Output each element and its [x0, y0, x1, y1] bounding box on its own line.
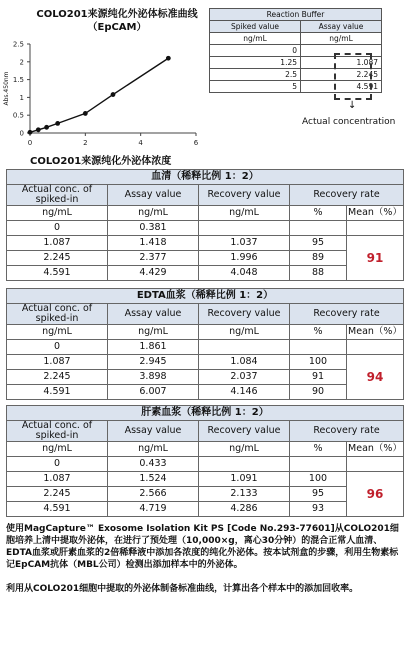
recovery-table — [6, 420, 404, 517]
assay-cell: 2.945 — [108, 355, 199, 370]
assay-cell: 1.087 — [301, 57, 382, 69]
y-tick-label: 1.5 — [12, 76, 24, 85]
spiked-cell: 0 — [210, 45, 301, 57]
conc-cell: 0 — [7, 221, 108, 236]
conc-cell: 4.591 — [7, 266, 108, 281]
y-tick-label: 2 — [19, 58, 24, 67]
rate-cell: 88 — [290, 266, 347, 281]
recovery-value-header: Recovery value — [199, 421, 290, 442]
unit-cell: ng/mL — [108, 442, 199, 457]
chart-title-block — [22, 8, 212, 34]
rate-cell — [290, 340, 347, 355]
assay-cell: 0.433 — [108, 457, 199, 472]
rate-cell: 91 — [290, 370, 347, 385]
data-point — [28, 130, 33, 135]
recovery-cell: 1.996 — [199, 251, 290, 266]
assay-cell: 1.524 — [108, 472, 199, 487]
recovery-cell — [199, 221, 290, 236]
down-arrow-icon: ↓ — [348, 100, 357, 111]
rate-cell: 100 — [290, 355, 347, 370]
recovery-cell: 4.048 — [199, 266, 290, 281]
recovery-cell: 1.084 — [199, 355, 290, 370]
y-tick-label: 2.5 — [12, 40, 24, 49]
recovery-cell: 4.286 — [199, 502, 290, 517]
conc-cell: 1.087 — [7, 236, 108, 251]
conc-cell: 2.245 — [7, 251, 108, 266]
spiked-cell: 2.5 — [210, 69, 301, 81]
highlight-box — [334, 53, 372, 100]
standard-curve-line — [30, 58, 168, 132]
assay-value-header: Assay value — [301, 21, 382, 33]
spiked-cell: 5 — [210, 81, 301, 93]
chart-subtitle: （EpCAM） — [87, 22, 147, 33]
mean-header: Mean（%） — [347, 325, 404, 340]
mean-value: 96 — [347, 472, 404, 517]
rate-cell — [290, 457, 347, 472]
recovery-table — [6, 303, 404, 400]
rate-cell: 90 — [290, 385, 347, 400]
assay-unit: ng/mL — [301, 33, 382, 45]
recovery-cell: 4.146 — [199, 385, 290, 400]
mean-blank — [347, 221, 404, 236]
unit-cell: ng/mL — [7, 325, 108, 340]
method-description: 使用MagCapture™ Exosome Isolation Kit PS [Code No.293-77601]从COLO201细胞培养上清中提取外泌体，在进行了预处理（10,000×g，离心30分钟）的混合正常人血清、EDTA血浆或肝素血浆的2倍稀释液中添加各浓度的纯化外泌体。按本试剂盒的步骤，利用生物素标记EpCAM抗体（MBL公司）检测出添加样本中的外泌体。 — [6, 524, 399, 570]
y-tick-label: 0 — [19, 129, 24, 138]
chart-title: COLO201来源纯化外泌体标准曲线 — [36, 9, 198, 20]
mean-value: 91 — [347, 236, 404, 281]
recovery-rate-header: Recovery rate — [290, 421, 404, 442]
assay-value-header: Assay value — [108, 185, 199, 206]
recovery-rate-header: Recovery rate — [290, 185, 404, 206]
mean-header: Mean（%） — [347, 442, 404, 457]
mean-value: 94 — [347, 355, 404, 400]
table-title: EDTA血浆（稀释比例 1：2） — [6, 288, 404, 303]
method-note: 利用从COLO201细胞中提取的外泌体制备标准曲线，计算出各个样本中的添加回收率。 — [6, 584, 359, 594]
actual-conc-header: Actual conc. of spiked-in — [7, 421, 108, 442]
conc-cell: 0 — [7, 340, 108, 355]
x-tick-label: 2 — [83, 139, 88, 147]
heparin-plasma-section — [6, 405, 404, 517]
x-axis-label: COLO201来源纯化外泌体浓度 — [30, 156, 172, 167]
unit-cell: ng/mL — [108, 206, 199, 221]
spiked-unit: ng/mL — [210, 33, 301, 45]
actual-concentration-label: Actual concentration — [302, 117, 396, 127]
data-point — [36, 127, 41, 132]
rate-cell: 93 — [290, 502, 347, 517]
percent-cell: % — [290, 206, 347, 221]
table-title: 血清（稀释比例 1：2） — [6, 169, 404, 184]
x-tick-label: 4 — [138, 139, 143, 147]
serum-section — [6, 169, 404, 281]
assay-cell: 4.429 — [108, 266, 199, 281]
mean-blank — [347, 340, 404, 355]
unit-cell: ng/mL — [7, 442, 108, 457]
assay-cell: 4.719 — [108, 502, 199, 517]
conc-cell: 4.591 — [7, 502, 108, 517]
recovery-rate-header: Recovery rate — [290, 304, 404, 325]
unit-cell: ng/mL — [108, 325, 199, 340]
recovery-cell: 2.133 — [199, 487, 290, 502]
assay-value-header: Assay value — [108, 421, 199, 442]
recovery-cell: 2.037 — [199, 370, 290, 385]
buffer-table-title: Reaction Buffer — [210, 9, 382, 21]
mean-header: Mean（%） — [347, 206, 404, 221]
recovery-cell: 1.037 — [199, 236, 290, 251]
data-point — [55, 121, 60, 126]
conc-cell: 1.087 — [7, 355, 108, 370]
assay-cell: 2.566 — [108, 487, 199, 502]
percent-cell: % — [290, 325, 347, 340]
data-point — [83, 111, 88, 116]
data-point — [166, 56, 171, 61]
actual-conc-header: Actual conc. of spiked-in — [7, 304, 108, 325]
assay-cell: 2.377 — [108, 251, 199, 266]
rate-cell: 100 — [290, 472, 347, 487]
mean-blank — [347, 457, 404, 472]
y-tick-label: 0.5 — [12, 111, 24, 120]
assay-value-header: Assay value — [108, 304, 199, 325]
y-axis-label: Abs.450nm — [3, 71, 10, 106]
standard-curve-chart — [0, 36, 205, 152]
rate-cell: 95 — [290, 236, 347, 251]
recovery-cell: 1.091 — [199, 472, 290, 487]
recovery-table — [6, 184, 404, 281]
percent-cell: % — [290, 442, 347, 457]
y-tick-label: 1 — [19, 93, 24, 102]
conc-cell: 2.245 — [7, 370, 108, 385]
assay-cell: 1.418 — [108, 236, 199, 251]
assay-cell: 2.245 — [301, 69, 382, 81]
spiked-cell: 1.25 — [210, 57, 301, 69]
unit-cell: ng/mL — [7, 206, 108, 221]
assay-cell: 0.381 — [108, 221, 199, 236]
assay-cell: 6.007 — [108, 385, 199, 400]
rate-cell: 89 — [290, 251, 347, 266]
x-tick-label: 6 — [193, 139, 199, 147]
conc-cell: 1.087 — [7, 472, 108, 487]
data-point — [111, 92, 116, 97]
recovery-value-header: Recovery value — [199, 185, 290, 206]
assay-cell: 1.861 — [108, 340, 199, 355]
table-title: 肝素血浆（稀释比例 1：2） — [6, 405, 404, 420]
conc-cell: 0 — [7, 457, 108, 472]
data-point — [44, 125, 49, 130]
rate-cell — [290, 221, 347, 236]
assay-cell: 3.898 — [108, 370, 199, 385]
recovery-value-header: Recovery value — [199, 304, 290, 325]
recovery-cell — [199, 340, 290, 355]
actual-conc-header: Actual conc. of spiked-in — [7, 185, 108, 206]
conc-cell: 4.591 — [7, 385, 108, 400]
x-tick-label: 0 — [27, 139, 33, 147]
unit-cell: ng/mL — [199, 206, 290, 221]
unit-cell: ng/mL — [199, 442, 290, 457]
rate-cell: 95 — [290, 487, 347, 502]
conc-cell: 2.245 — [7, 487, 108, 502]
spiked-value-header: Spiked value — [210, 21, 301, 33]
unit-cell: ng/mL — [199, 325, 290, 340]
edta-plasma-section — [6, 288, 404, 400]
recovery-cell — [199, 457, 290, 472]
assay-cell: 4.591 — [301, 81, 382, 93]
